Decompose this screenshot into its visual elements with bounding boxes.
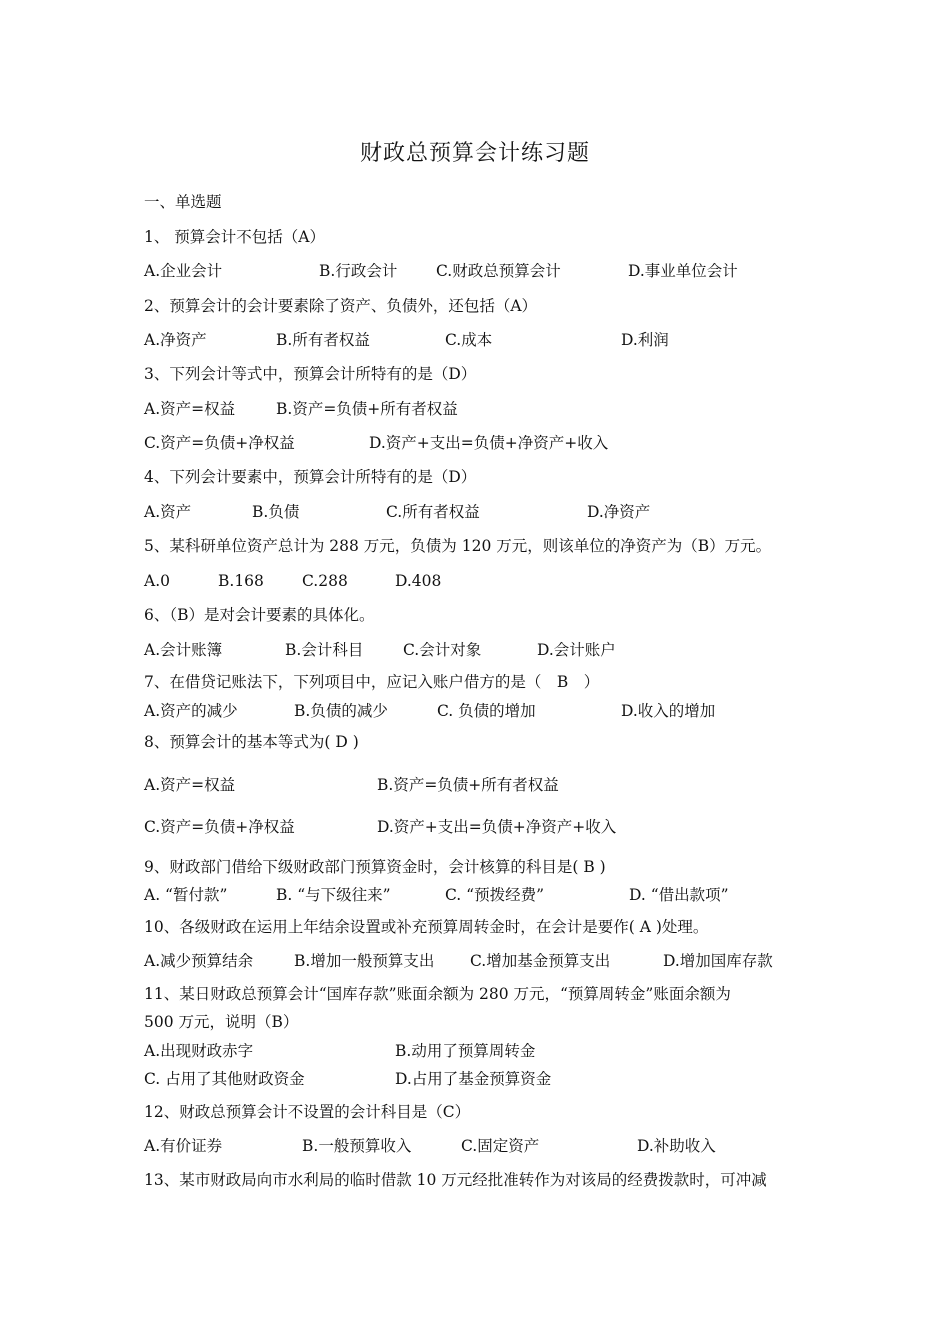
question-9-stem: 9、财政部门借给下级财政部门预算资金时，会计核算的科目是( B ) bbox=[144, 858, 606, 876]
option-a: A.资产 bbox=[144, 503, 192, 521]
option-d: D.收入的增加 bbox=[621, 702, 716, 720]
option-a: A.资产=权益 bbox=[144, 776, 236, 794]
question-3-stem: 3、下列会计等式中，预算会计所特有的是（D） bbox=[144, 365, 477, 383]
option-d: D.增加国库存款 bbox=[663, 952, 773, 970]
option-d: D.占用了基金预算资金 bbox=[395, 1070, 552, 1088]
option-c: C.资产=负债+净权益 bbox=[144, 434, 295, 452]
option-b: B.增加一般预算支出 bbox=[294, 952, 435, 970]
option-b: B.资产=负债+所有者权益 bbox=[377, 776, 559, 794]
question-11-stem-continued: 500 万元，说明（B） bbox=[144, 1013, 299, 1031]
question-5-stem: 5、某科研单位资产总计为 288 万元，负债为 120 万元，则该单位的净资产为（B）万元。 bbox=[144, 537, 772, 555]
option-a: A.企业会计 bbox=[144, 262, 223, 280]
option-a: A.净资产 bbox=[144, 331, 207, 349]
option-c: C. 占用了其他财政资金 bbox=[144, 1070, 305, 1088]
document-title: 财政总预算会计练习题 bbox=[359, 141, 590, 166]
option-b: B.会计科目 bbox=[285, 641, 364, 659]
option-a: A.会计账簿 bbox=[144, 641, 223, 659]
option-a: A.0 bbox=[144, 572, 170, 590]
option-c: C.288 bbox=[302, 572, 348, 590]
option-b: B.行政会计 bbox=[319, 262, 398, 280]
option-a: A. “暂付款” bbox=[144, 886, 228, 904]
option-b: B.一般预算收入 bbox=[302, 1137, 412, 1155]
option-b: B.负债 bbox=[252, 503, 300, 521]
question-7-stem: 7、在借贷记账法下，下列项目中，应记入账户借方的是（ B ） bbox=[144, 673, 600, 691]
option-c: C.固定资产 bbox=[461, 1137, 540, 1155]
option-b: B.所有者权益 bbox=[276, 331, 370, 349]
question-12-stem: 12、财政总预算会计不设置的会计科目是（C） bbox=[144, 1103, 471, 1121]
question-2-stem: 2、预算会计的会计要素除了资产、负债外，还包括（A） bbox=[144, 297, 538, 315]
option-a: A.资产=权益 bbox=[144, 400, 236, 418]
option-a: A.减少预算结余 bbox=[144, 952, 254, 970]
option-c: C. 负债的增加 bbox=[437, 702, 536, 720]
option-b: B. “与下级往来” bbox=[276, 886, 391, 904]
option-d: D.事业单位会计 bbox=[628, 262, 738, 280]
option-c: C.所有者权益 bbox=[386, 503, 480, 521]
option-c: C.增加基金预算支出 bbox=[470, 952, 611, 970]
option-b: B.动用了预算周转金 bbox=[395, 1042, 536, 1060]
option-c: C.资产=负债+净权益 bbox=[144, 818, 295, 836]
option-d: D. “借出款项” bbox=[629, 886, 729, 904]
option-c: C.财政总预算会计 bbox=[436, 262, 561, 280]
option-d: D.资产+支出=负债+净资产+收入 bbox=[377, 818, 617, 836]
question-4-stem: 4、下列会计要素中，预算会计所特有的是（D） bbox=[144, 468, 477, 486]
option-b: B.168 bbox=[218, 572, 264, 590]
option-d: D.408 bbox=[395, 572, 442, 590]
question-11-stem: 11、某日财政总预算会计“国库存款”账面余额为 280 万元，“预算周转金”账面余额为 bbox=[144, 985, 731, 1003]
option-a: A.有价证券 bbox=[144, 1137, 223, 1155]
option-c: C.成本 bbox=[445, 331, 493, 349]
option-d: D.净资产 bbox=[587, 503, 651, 521]
option-d: D.资产+支出=负债+净资产+收入 bbox=[369, 434, 609, 452]
option-b: B.负债的减少 bbox=[294, 702, 388, 720]
option-a: A.资产的减少 bbox=[144, 702, 238, 720]
option-b: B.资产=负债+所有者权益 bbox=[276, 400, 458, 418]
option-d: D.会计账户 bbox=[537, 641, 616, 659]
section-heading: 一、单选题 bbox=[144, 193, 222, 211]
option-a: A.出现财政赤字 bbox=[144, 1042, 254, 1060]
question-6-stem: 6、（B）是对会计要素的具体化。 bbox=[144, 606, 375, 624]
option-c: C.会计对象 bbox=[403, 641, 482, 659]
question-13-stem: 13、某市财政局向市水利局的临时借款 10 万元经批准转作为对该局的经费拨款时，可冲减 bbox=[144, 1171, 767, 1189]
question-8-stem: 8、预算会计的基本等式为( D ) bbox=[144, 733, 359, 751]
option-c: C. “预拨经费” bbox=[445, 886, 545, 904]
question-1-stem: 1、 预算会计不包括（A） bbox=[144, 228, 325, 246]
option-d: D.利润 bbox=[621, 331, 669, 349]
question-10-stem: 10、各级财政在运用上年结余设置或补充预算周转金时，在会计是要作( A )处理。 bbox=[144, 918, 709, 936]
option-d: D.补助收入 bbox=[637, 1137, 716, 1155]
